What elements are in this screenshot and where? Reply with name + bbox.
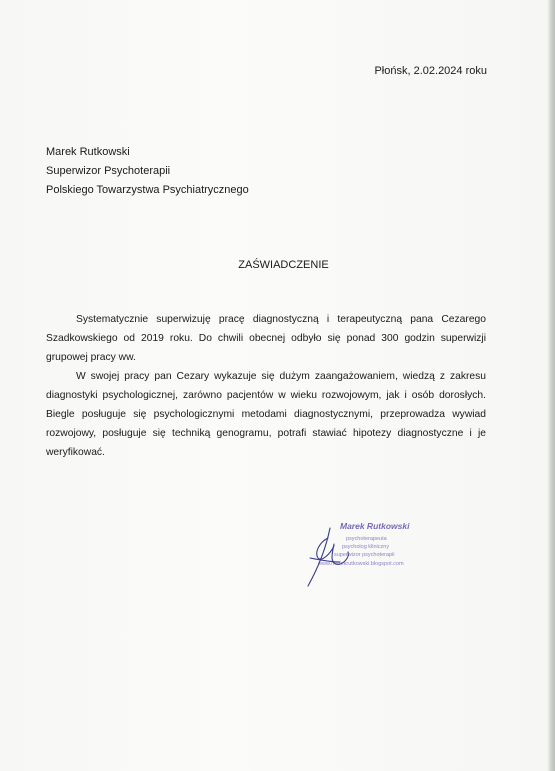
- body-paragraph-2: W swojej pracy pan Cezary wykazuje się dużym zaangażowaniem, wiedzą z zakresu diagnostyki psychologicznej, zarówno pacjentów w wieku rozwojowym, jak i osób dorosłych. Biegle posługuje się psychologicznymi metodami diagnostycznymi, przeprowadza wywiad rozwojowy, posługuje się techniką genogramu, potrafi stawiać hipotezy diagnostyczne i je weryfikować.: [46, 371, 486, 458]
- stamp-line-3: superwizor psychoterapii: [334, 552, 395, 558]
- body-paragraph-1: Systematycznie superwizuję pracę diagnostyczną i terapeutyczną pana Cezarego Szadkowskiego od 2019 roku. Do chwili obecnej odbyło się ponad 300 godzin superwizji grupowej pracy ww.: [46, 314, 486, 363]
- sender-role: Superwizor Psychoterapii: [46, 165, 171, 177]
- signature-stamp: [300, 518, 450, 598]
- letter-body: [46, 310, 486, 462]
- page-edge-shadow: [547, 0, 555, 771]
- stamp-line-2: psycholog kliniczny: [342, 544, 390, 550]
- sender-block: [46, 143, 249, 200]
- document-title: ZAŚWIADCZENIE: [238, 259, 329, 271]
- stamp-line-1: psychoterapeuta: [346, 536, 387, 542]
- stamp-name: Marek Rutkowski: [340, 521, 410, 531]
- stamp-line-4: www.marekrutkowski.blogspot.com: [318, 561, 404, 567]
- sender-name: Marek Rutkowski: [46, 146, 130, 158]
- place-date: Płońsk, 2.02.2024 roku: [374, 65, 487, 77]
- stamp-graphic: [300, 518, 450, 598]
- sender-organization: Polskiego Towarzystwa Psychiatrycznego: [46, 184, 249, 196]
